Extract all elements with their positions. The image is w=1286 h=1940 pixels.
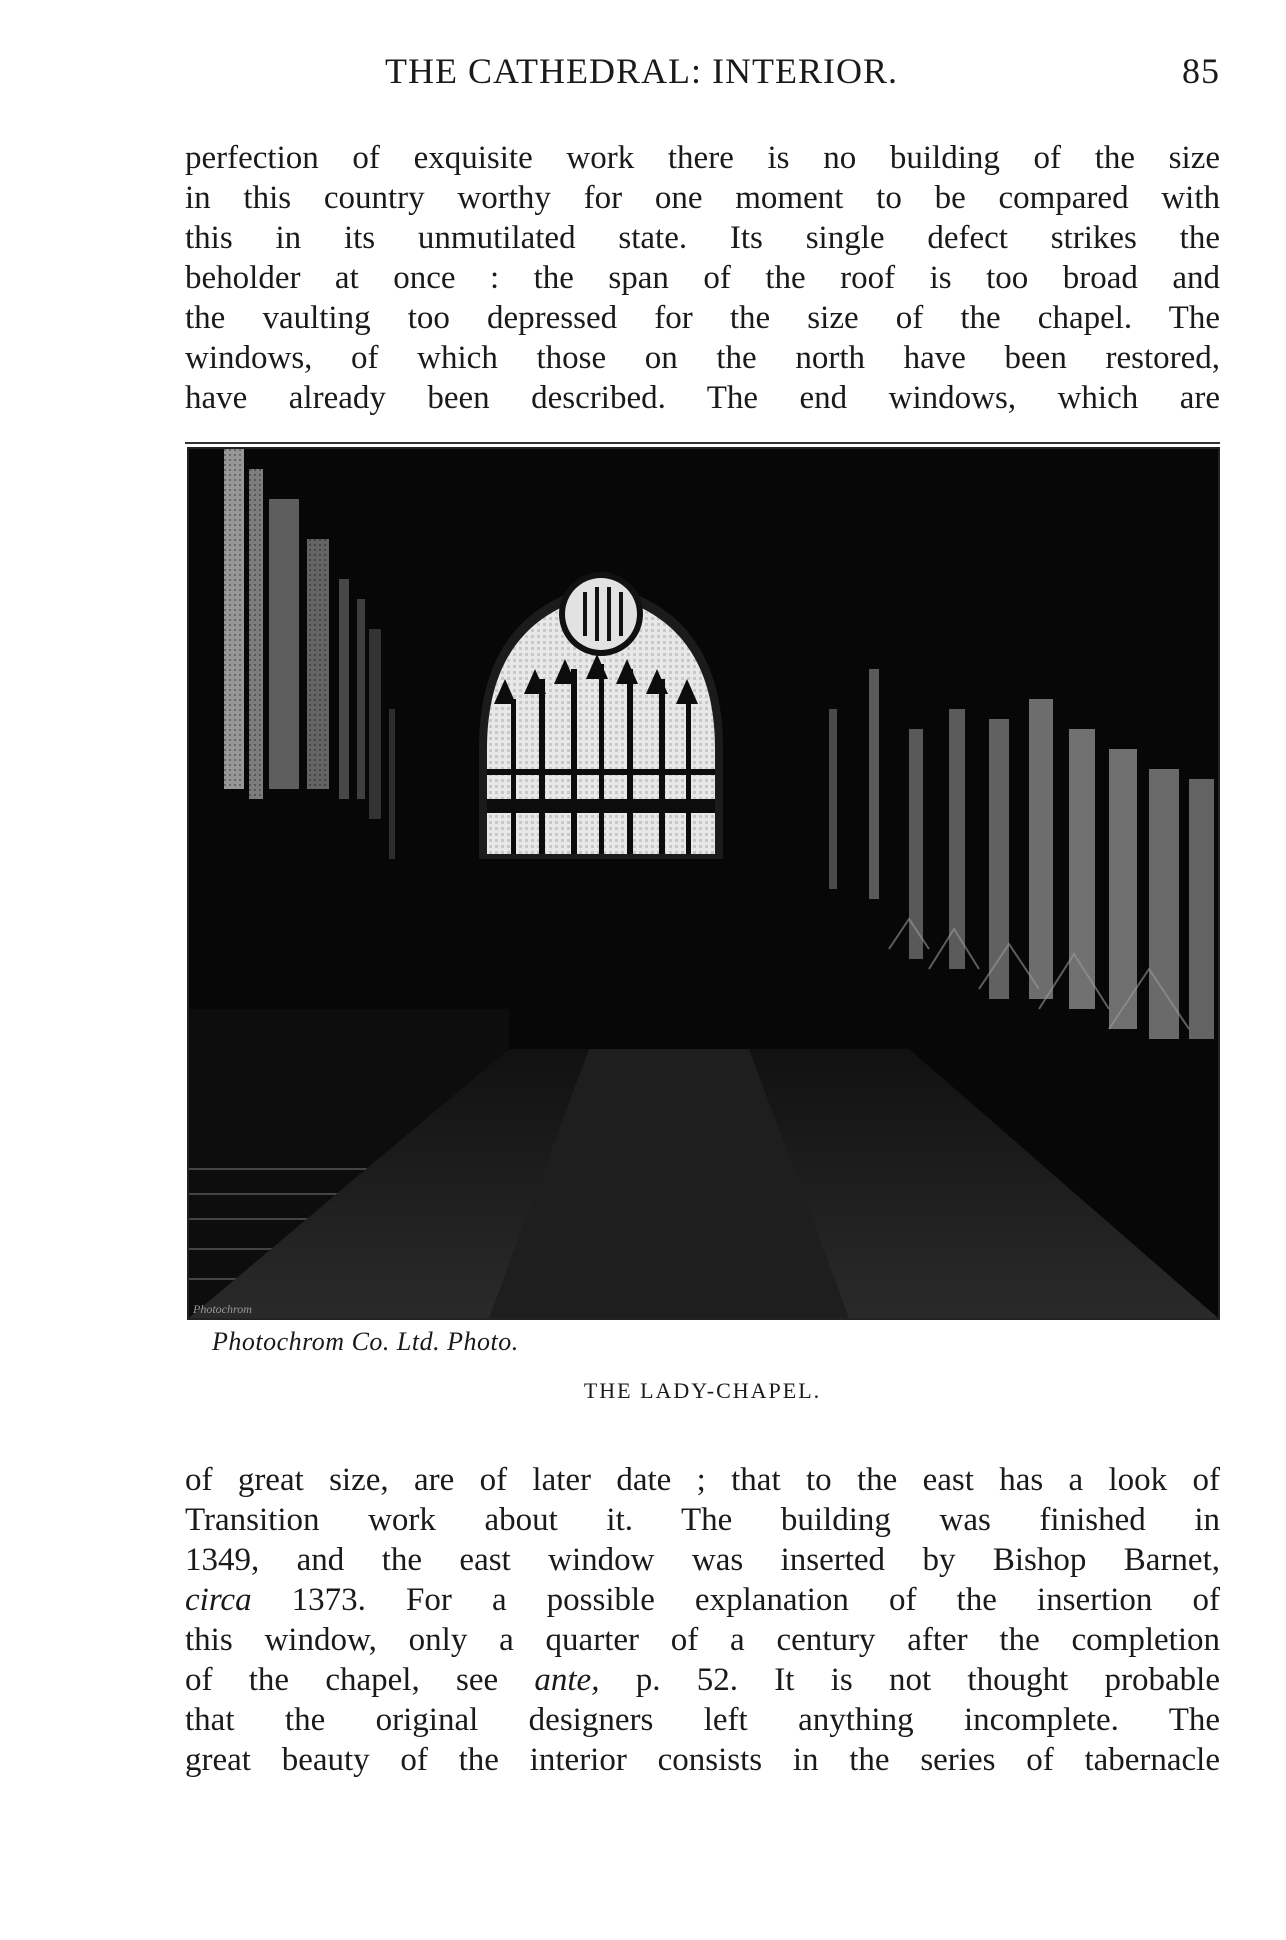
text-line: perfection of exquisite work there is no building of the size <box>185 140 1220 176</box>
photograph-illustration <box>189 449 1218 1318</box>
page-number: 85 <box>1182 51 1220 91</box>
text-line-post: p. 52. It is not thought probable <box>599 1662 1220 1698</box>
text-line: great beauty of the interior consists in the series of tabernacle <box>185 1742 1220 1778</box>
text-line: in this country worthy for one moment to be compared with <box>185 180 1220 216</box>
text-line-pre: of the chapel, see <box>185 1662 535 1698</box>
text-line: 1349, and the east window was inserted by Bishop Barnet, <box>185 1542 1220 1578</box>
text-line <box>185 1660 1220 1700</box>
paragraph-top <box>185 138 1220 418</box>
text-line: the vaulting too depressed for the size of the chapel. The <box>185 300 1220 336</box>
text-line: Transition work about it. The building was finished in <box>185 1502 1220 1538</box>
text-line: this window, only a quarter of a century after the completion <box>185 1622 1220 1658</box>
text-line: windows, of which those on the north have been restored, <box>185 340 1220 376</box>
italic-word-ante: ante, <box>534 1662 600 1698</box>
photo-credit: Photochrom Co. Ltd. Photo. <box>212 1327 519 1356</box>
figure-caption: THE LADY-CHAPEL. <box>583 1378 822 1403</box>
running-head <box>185 50 1220 100</box>
text-line: beholder at once : the span of the roof is too broad and <box>185 260 1220 296</box>
text-line: of great size, are of later date ; that to the east has a look of <box>185 1462 1220 1498</box>
paragraph-bottom <box>185 1460 1220 1780</box>
italic-word-circa: circa <box>185 1582 252 1618</box>
text-line-rest: 1373. For a possible explanation of the insertion of <box>251 1582 1220 1618</box>
text-line <box>185 1580 1220 1620</box>
lady-chapel-photograph <box>187 447 1220 1320</box>
text-line: that the original designers left anything incomplete. The <box>185 1702 1220 1738</box>
figure-top-rule <box>185 442 1220 444</box>
text-line: have already been described. The end windows, which are <box>185 380 1220 416</box>
text-line: this in its unmutilated state. Its single defect strikes the <box>185 220 1220 256</box>
photo-watermark: Photochrom <box>193 1302 252 1316</box>
running-head-title: THE CATHEDRAL: INTERIOR. <box>385 51 898 91</box>
